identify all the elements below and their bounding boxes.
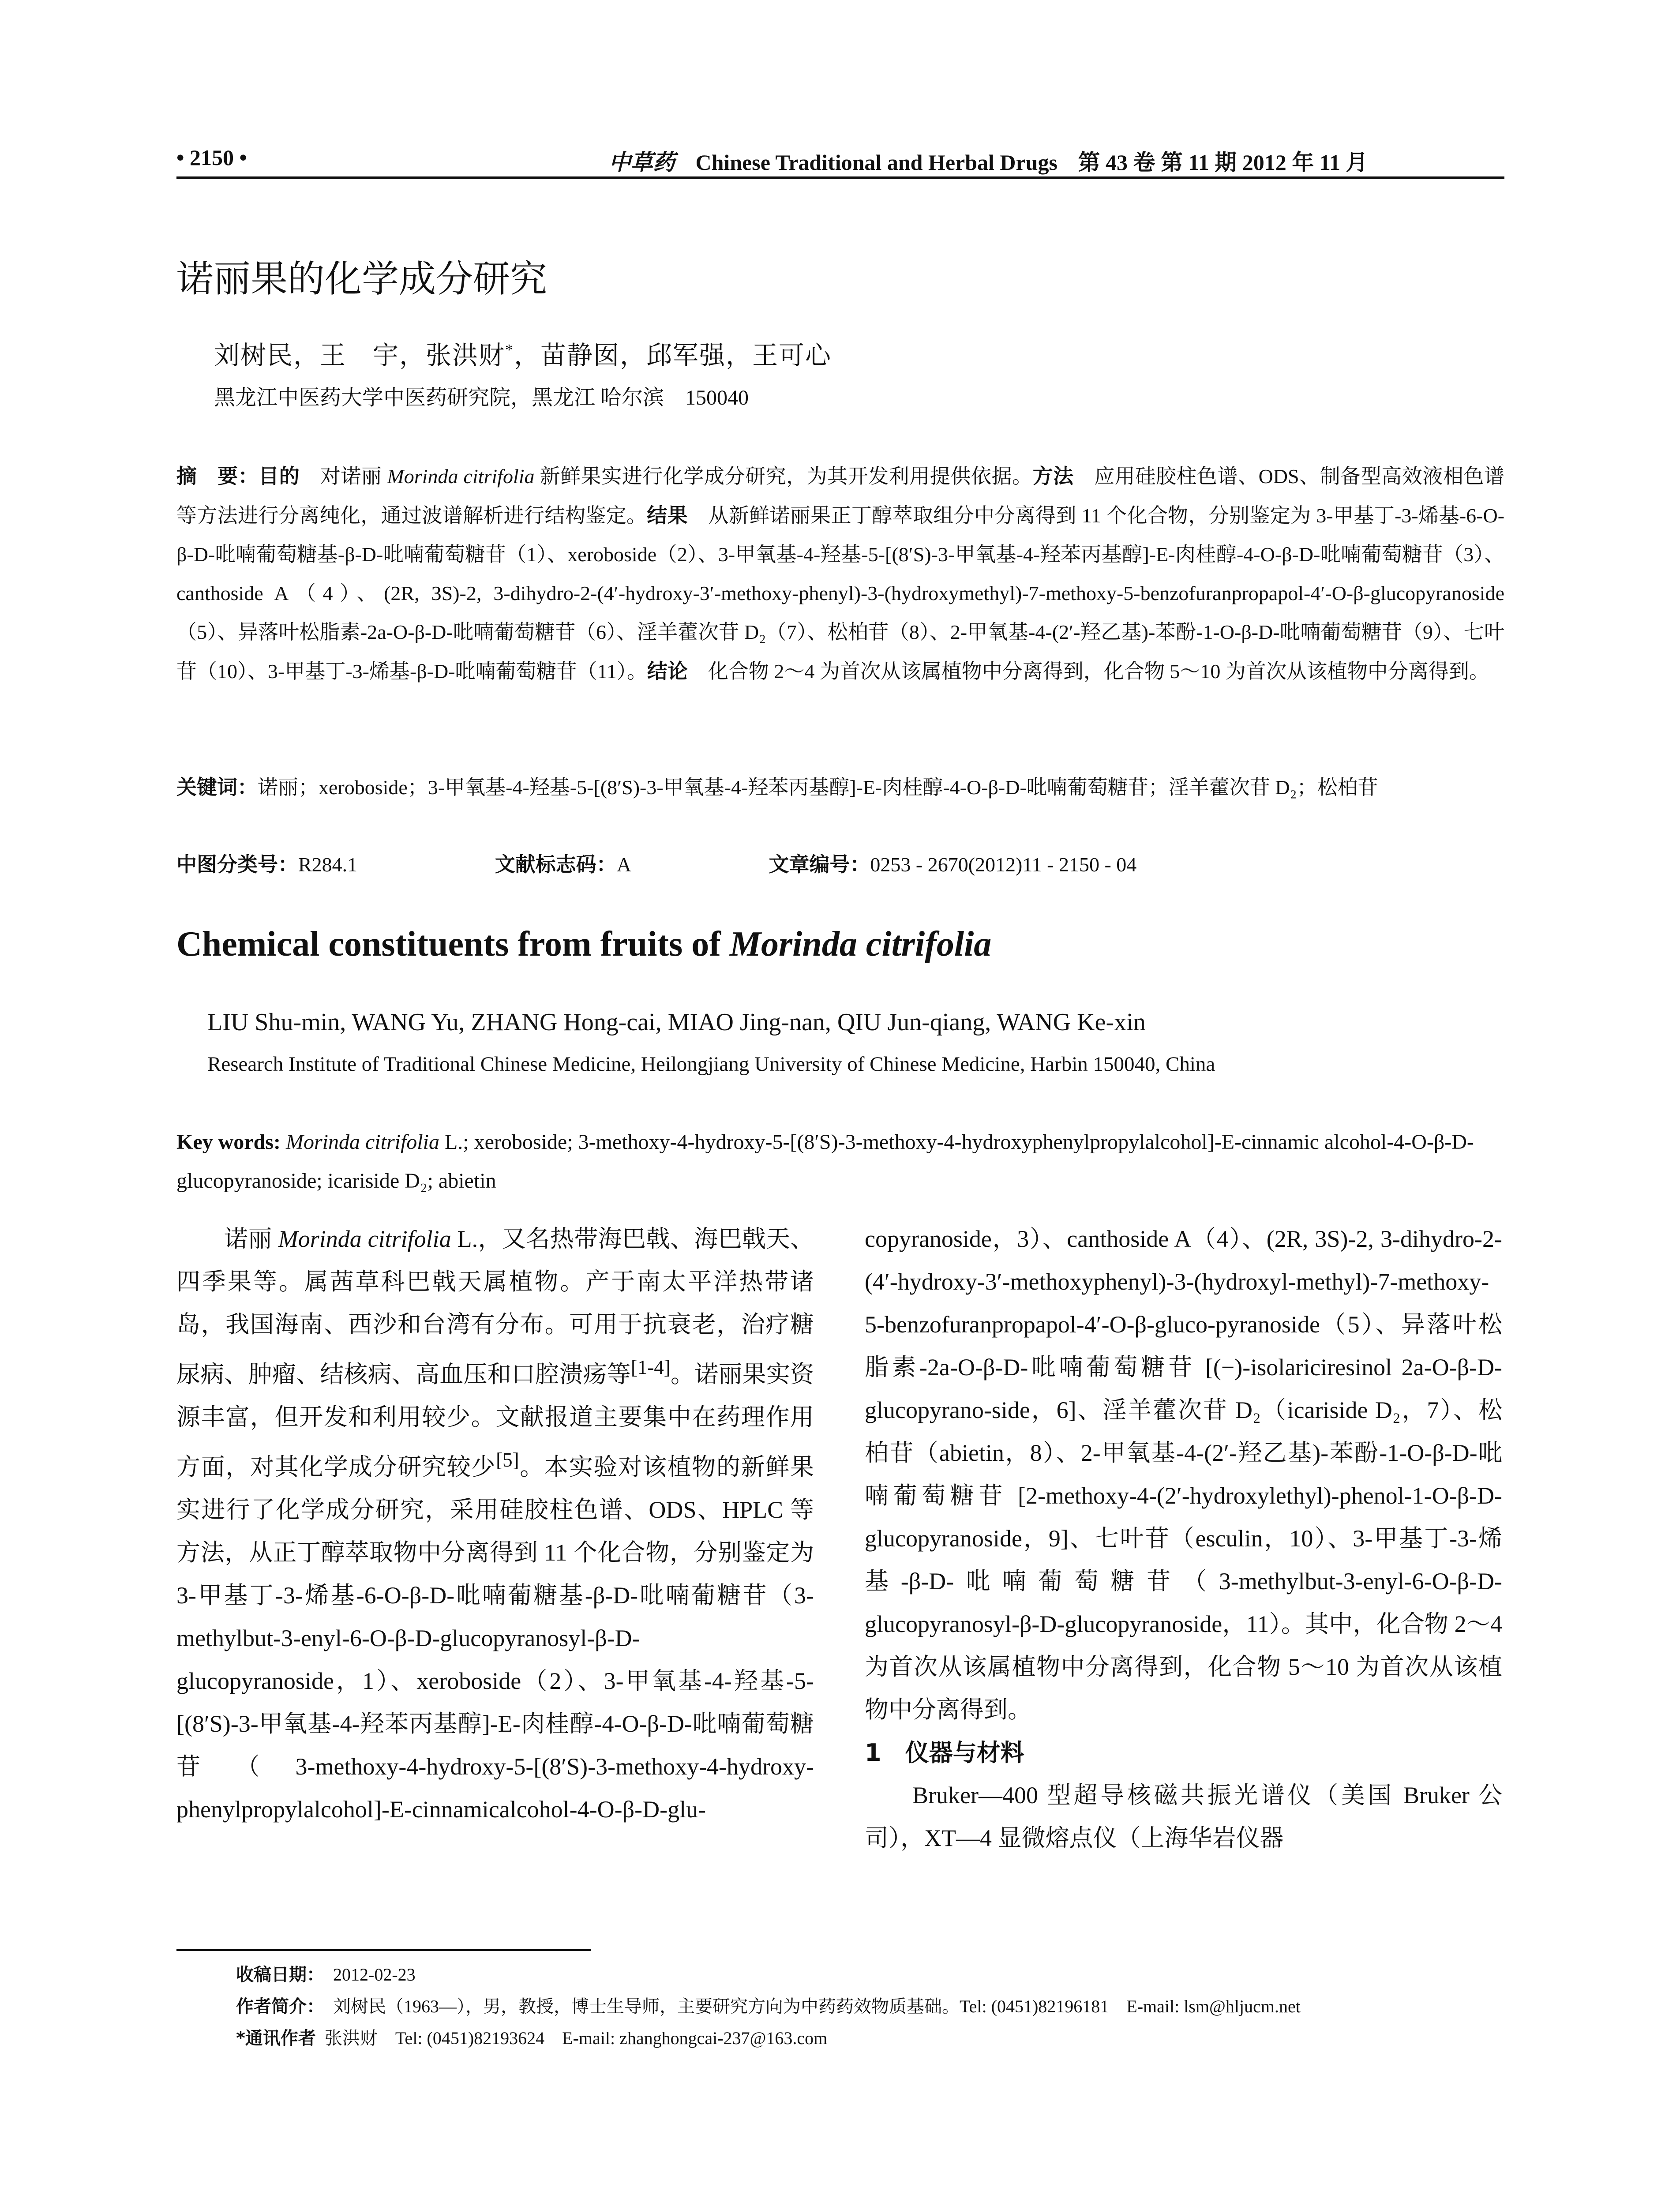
- intro-text-c: 。诺丽果实资源丰富，但开发和利用较少。文献报道主要集中在药理作用方面，对其化学成分研究较少: [176, 1361, 814, 1480]
- doc-label: 文献标志码：: [495, 852, 617, 876]
- chinese-title: 诺丽果的化学成分研究: [176, 257, 548, 300]
- chinese-keywords: [176, 768, 1504, 807]
- method-label: 方法: [1032, 464, 1074, 488]
- citation-ref[interactable]: [1-4]: [630, 1356, 671, 1378]
- intro-continued: copyranoside，3）、canthoside A（4）、(2R, 3S)-2, 3-dihydro-2-(4′-hydroxy-3′-methoxyphenyl)-3-(hydroxyl-methyl)-7-methoxy-5-benzofuranpropapol-4′-O-β-gluco-pyranoside（5）、异落叶松脂素-2a-O-β-D-吡喃葡萄糖苷 [(−)-isolariciresinol 2a-O-β-D-glucopyrano-side，6]、淫羊藿次苷 D₂（icariside D₂，7）、松柏苷（abietin，8）、2-甲氧基-4-(2′-羟乙基)-苯酚-1-O-β-D-吡喃葡萄糖苷 [2-methoxy-4-(2′-hydroxylethyl)-phenol-1-O-β-D-glucopyranoside，9]、七叶苷（esculin，10）、3-甲基丁-3-烯基-β-D-吡喃葡萄糖苷（3-methylbut-3-enyl-6-O-β-D-glucopyranosyl-β-D-glucopyranoside，11）。其中，化合物 2～4 为首次从该属植物中分离得到，化合物 5～10 为首次从该植物中分离得到。: [865, 1226, 1502, 1723]
- english-keywords-text: L.; xeroboside; 3-methoxy-4-hydroxy-5-[(8′S)-3-methoxy-4-hydroxyphenylpropylalcohol]-E-cinnamic alcohol-4-O-β-D-glucopyranoside; icariside D₂; abietin: [176, 1130, 1474, 1193]
- doc-value: A: [616, 853, 631, 876]
- objective-text-a: 对诺丽: [300, 465, 387, 488]
- footnote-rule: [176, 1949, 591, 1951]
- article-value: 0253 - 2670(2012)11 - 2150 - 04: [870, 853, 1137, 876]
- chinese-abstract: [176, 457, 1504, 691]
- method-text: 应用硅胶柱色谱、ODS、制备型高效液相色谱等方法进行分离纯化，通过波谱解析进行结构鉴定。: [176, 465, 1505, 527]
- chinese-affiliation: 黑龙江中医药大学中医药研究院，黑龙江 哈尔滨 150040: [214, 386, 749, 409]
- english-keywords-label: Key words:: [176, 1130, 281, 1154]
- english-title: [176, 924, 991, 964]
- objective-text-b: 新鲜果实进行化学成分研究，为其开发利用提供依据。: [534, 465, 1033, 488]
- classification-line: [176, 845, 1504, 884]
- intro-text-d: 。本实验对该植物的新鲜果实进行了化学成分研究，采用硅胶柱色谱、ODS、HPLC 等方法，从正丁醇萃取物中分离得到 11 个化合物，分别鉴定为 3-甲基丁-3-烯基-6-O-β-D-吡喃葡糖基-β-D-吡喃葡糖苷（3-methylbut-3-enyl-6-O-β-D-glucopyranosyl-β-D-glucopyranoside，1）、xeroboside（2）、3-甲氧基-4-羟基-5-[(8′S)-3-甲氧基-4-羟苯丙基醇]-E-肉桂醇-4-O-β-D-吡喃葡萄糖苷（3-methoxy-4-hydroxy-5-[(8′S)-3-methoxy-4-hydroxy-phenylpropylalcohol]-E-cinnamicalcohol-4-O-β-D-glu-: [176, 1454, 814, 1823]
- keywords-label: 关键词：: [176, 775, 258, 799]
- clc-label: 中图分类号：: [176, 852, 298, 876]
- abstract-label: 摘 要：: [176, 464, 259, 488]
- clc-code: [176, 853, 424, 876]
- keywords-text: 诺丽；xeroboside；3-甲氧基-4-羟基-5-[(8′S)-3-甲氧基-4-羟苯丙基醇]-E-肉桂醇-4-O-β-D-吡喃葡萄糖苷；淫羊藿次苷 D₂；松柏苷: [258, 776, 1378, 799]
- clc-value: R284.1: [298, 853, 358, 876]
- english-title-text: Chemical constituents from fruits of: [176, 925, 730, 964]
- article-number: [769, 853, 1203, 876]
- body-column-right: [865, 1218, 1502, 1860]
- authors-part1: 刘树民，王 宇，张洪财: [214, 341, 506, 370]
- issue-info: 第 43 卷 第 11 期 2012 年 11 月: [1078, 150, 1368, 175]
- doc-code: [495, 853, 698, 876]
- english-keywords: [176, 1123, 1504, 1201]
- corr-label: *通讯作者: [236, 2028, 316, 2048]
- body-column-left: [176, 1218, 814, 1831]
- corresponding-mark: *: [505, 341, 514, 359]
- intro-text-b: L.，又名热带海巴戟、海巴戟天、四季果等。属茜草科巴戟天属植物。产于南太平洋热带诸岛，我国海南、西沙和台湾有分布。可用于抗衰老，治疗糖尿病、肿瘤、结核病、高血压和口腔溃疡等: [176, 1226, 814, 1388]
- section-heading: 1 仪器与材料: [865, 1739, 1024, 1767]
- bio-label: 作者简介：: [236, 1996, 324, 2017]
- section-paragraph: Bruker—400 型超导核磁共振光谱仪（美国 Bruker 公司），XT—4 显微熔点仪（上海华岩仪器: [865, 1782, 1502, 1851]
- chinese-authors: [214, 334, 832, 371]
- received-date: [236, 1959, 1515, 1991]
- conclusion-text: 化合物 2～4 为首次从该属植物中分离得到，化合物 5～10 为首次从该植物中分离得到。: [687, 660, 1489, 683]
- page-number: • 2150 •: [176, 145, 248, 170]
- citation-ref[interactable]: [5]: [496, 1449, 519, 1471]
- authors-part2: ，苗静囡，邱军强，王可心: [514, 341, 832, 370]
- english-keywords-species: Morinda citrifolia: [285, 1130, 439, 1154]
- header-rule: [176, 176, 1504, 179]
- author-bio: [236, 1991, 1515, 2022]
- received-value: 2012-02-23: [333, 1965, 416, 1985]
- journal-name-cn: 中草药: [609, 149, 675, 175]
- received-label: 收稿日期：: [236, 1965, 324, 1985]
- footnotes: [236, 1959, 1515, 2054]
- article-label: 文章编号：: [769, 852, 870, 876]
- english-affiliation: Research Institute of Traditional Chinese Medicine, Heilongjiang University of Chinese Medicine, Harbin 150040, China: [207, 1053, 1215, 1076]
- species-name: Morinda citrifolia: [387, 465, 535, 488]
- english-authors: LIU Shu-min, WANG Yu, ZHANG Hong-cai, MIAO Jing-nan, QIU Jun-qiang, WANG Ke-xin: [207, 1009, 1146, 1036]
- english-title-species: Morinda citrifolia: [729, 925, 992, 964]
- intro-species: Morinda citrifolia: [278, 1226, 451, 1252]
- journal-name-en: Chinese Traditional and Herbal Drugs: [695, 150, 1058, 175]
- corresponding-author: [236, 2022, 1515, 2054]
- intro-text-a: 诺丽: [224, 1226, 278, 1252]
- result-label: 结果: [647, 503, 688, 527]
- journal-name: [609, 145, 1368, 176]
- result-text: 从新鲜诺丽果正丁醇萃取组分中分离得到 11 个化合物，分别鉴定为 3-甲基丁-3-烯基-6-O-β-D-吡喃葡萄糖基-β-D-吡喃葡萄糖苷（1）、xeroboside（2）、3-甲氧基-4-羟基-5-[(8′S)-3-甲氧基-4-羟苯丙基醇]-E-肉桂醇-4-O-β-D-吡喃葡萄糖苷（3）、canthoside A（4）、(2R, 3S)-2, 3-dihydro-2-(4′-hydroxy-3′-methoxy-phenyl)-3-(hydroxymethyl)-7-methoxy-5-benzofuranpropapol-4′-O-β-glucopyranoside（5）、异落叶松脂素-2a-O-β-D-吡喃葡萄糖苷（6）、淫羊藿次苷 D₂（7）、松柏苷（8）、2-甲氧基-4-(2′-羟乙基)-苯酚-1-O-β-D-吡喃葡萄糖苷（9）、七叶苷（10）、3-甲基丁-3-烯基-β-D-吡喃葡萄糖苷（11）。: [176, 504, 1505, 683]
- bio-text: 刘树民（1963—），男，教授，博士生导师，主要研究方向为中药药效物质基础。Tel: (0451)82196181 E-mail: lsm@hljucm.net: [333, 1996, 1301, 2016]
- running-header: [176, 140, 1504, 176]
- objective-label: 目的: [259, 464, 300, 488]
- conclusion-label: 结论: [647, 659, 688, 683]
- intro-paragraph: [176, 1218, 814, 1831]
- corr-text: 张洪财 Tel: (0451)82193624 E-mail: zhanghongcai-237@163.com: [324, 2028, 828, 2048]
